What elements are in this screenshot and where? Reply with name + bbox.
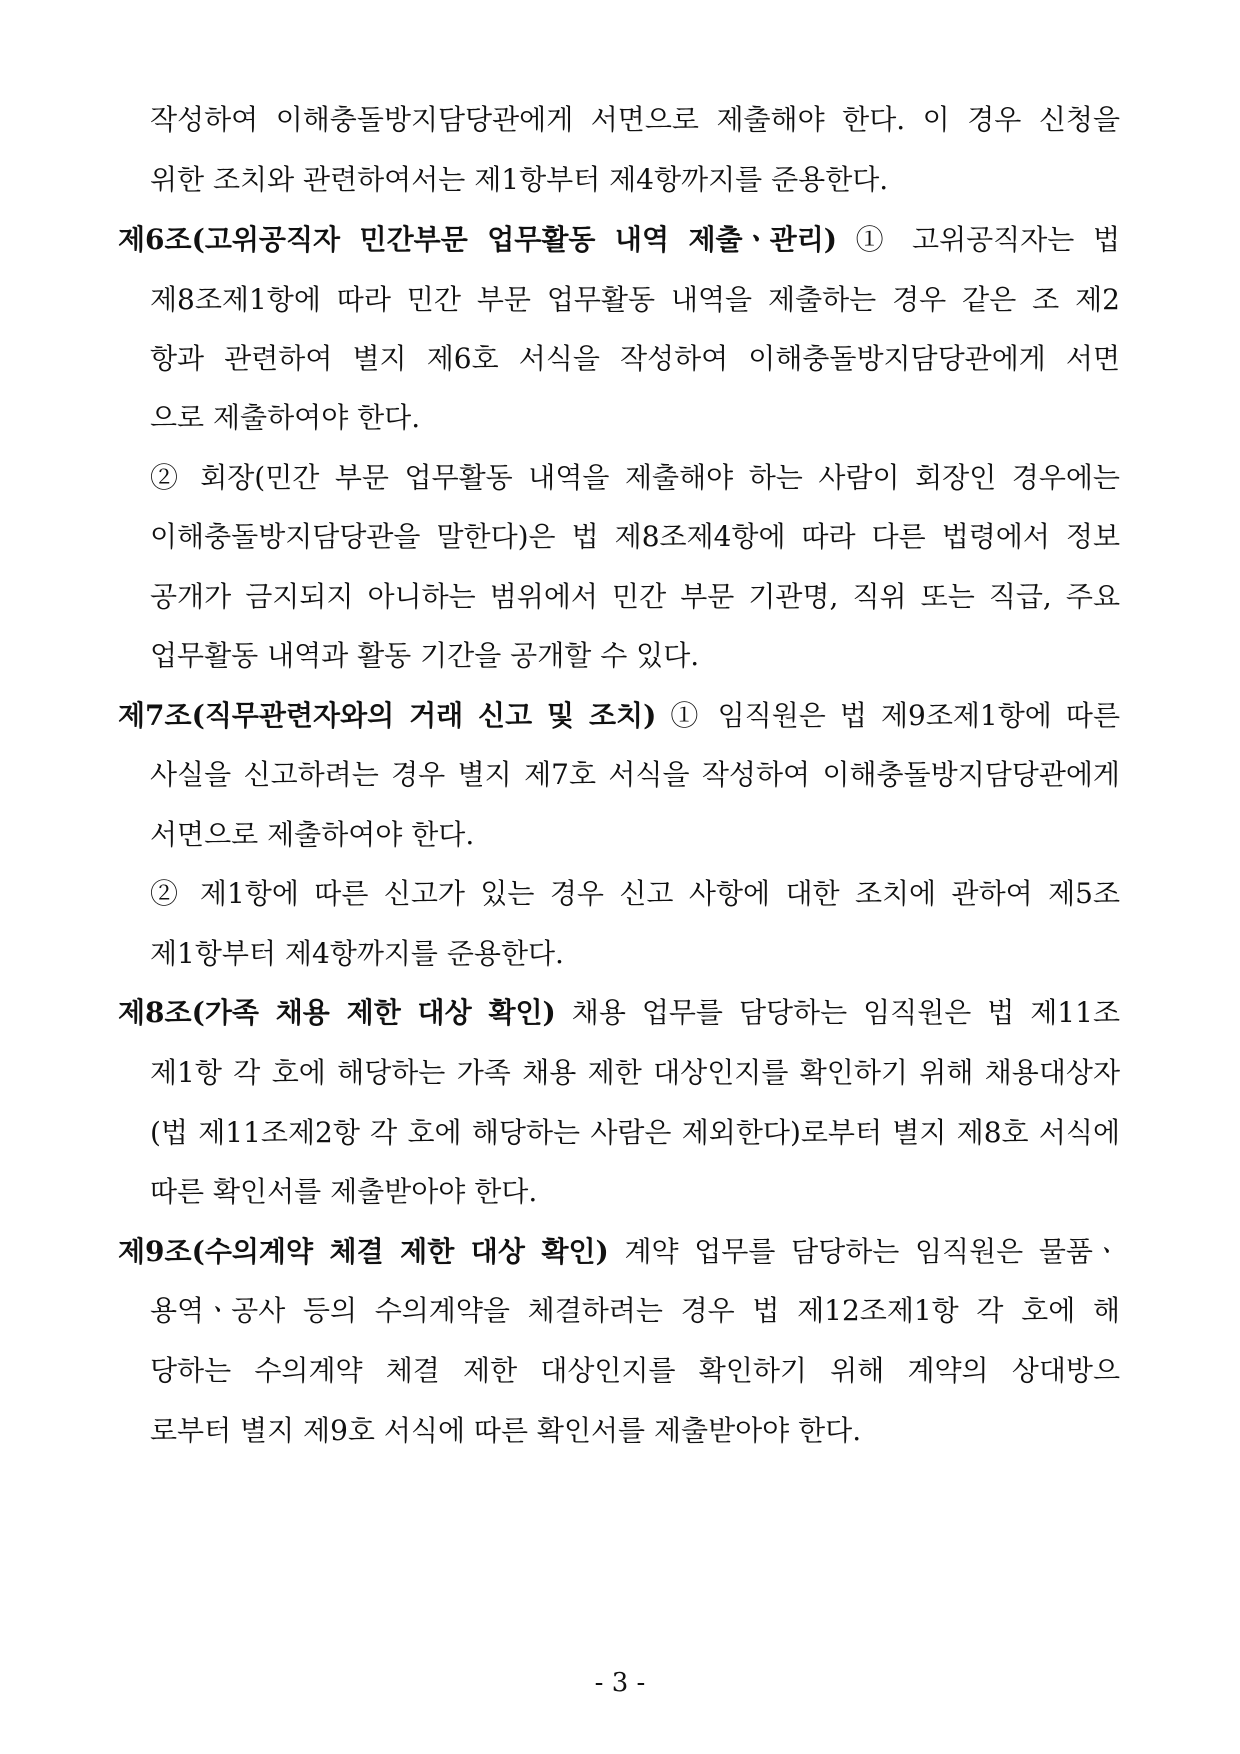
text-line: 제1항부터 제4항까지를 준용한다.: [150, 937, 564, 970]
text-line: 로부터 별지 제9호 서식에 따른 확인서를 제출받아야 한다.: [150, 1414, 862, 1447]
text-line: 제1항 각 호에 해당하는 가족 채용 제한 대상인지를 확인하기 위해 채용대상자: [150, 1056, 1120, 1089]
text-line: 당하는 수의계약 체결 제한 대상인지를 확인하기 위해 계약의 상대방으: [150, 1354, 1120, 1387]
text-line: 이해충돌방지담당관을 말한다)은 법 제8조제4항에 따라 다른 법령에서 정보: [150, 520, 1120, 553]
text-line: 사실을 신고하려는 경우 별지 제7호 서식을 작성하여 이해충돌방지담당관에게: [150, 758, 1120, 791]
article-6-heading: 제6조(고위공직자 민간부문 업무활동 내역 제출ㆍ관리) ① 고위공직자는 법: [118, 223, 1120, 256]
article-9-title: 제9조(수의계약 체결 제한 대상 확인): [118, 1235, 609, 1268]
text-line: 용역ㆍ공사 등의 수의계약을 체결하려는 경우 법 제12조제1항 각 호에 해: [150, 1294, 1120, 1327]
article-8-heading: 제8조(가족 채용 제한 대상 확인) 채용 업무를 담당하는 임직원은 법 제11조: [118, 996, 1120, 1029]
page-number: - 3 -: [594, 1668, 646, 1698]
text-line: 공개가 금지되지 아니하는 범위에서 민간 부문 기관명, 직위 또는 직급, 주요: [150, 580, 1120, 613]
text-line: 작성하여 이해충돌방지담당관에게 서면으로 제출해야 한다. 이 경우 신청을: [150, 103, 1120, 136]
text-line: 제8조제1항에 따라 민간 부문 업무활동 내역을 제출하는 경우 같은 조 제2: [150, 283, 1120, 316]
article-7-heading: 제7조(직무관련자와의 거래 신고 및 조치) ① 임직원은 법 제9조제1항에 따른: [118, 699, 1120, 732]
text-line: 으로 제출하여야 한다.: [150, 401, 421, 434]
text-line: 서면으로 제출하여야 한다.: [150, 818, 475, 851]
text-line: 업무활동 내역과 활동 기간을 공개할 수 있다.: [150, 639, 700, 672]
text-line: ② 회장(민간 부문 업무활동 내역을 제출해야 하는 사람이 회장인 경우에는: [150, 461, 1120, 494]
text-line: 따른 확인서를 제출받아야 한다.: [150, 1175, 538, 1208]
article-8-title: 제8조(가족 채용 제한 대상 확인): [118, 996, 556, 1029]
text-line: ② 제1항에 따른 신고가 있는 경우 신고 사항에 대한 조치에 관하여 제5조: [150, 877, 1120, 910]
text-line: 위한 조치와 관련하여서는 제1항부터 제4항까지를 준용한다.: [150, 163, 889, 196]
text-line: 항과 관련하여 별지 제6호 서식을 작성하여 이해충돌방지담당관에게 서면: [150, 342, 1120, 375]
article-9-heading: 제9조(수의계약 체결 제한 대상 확인) 계약 업무를 담당하는 임직원은 물품ㆍ: [118, 1235, 1120, 1268]
article-7-title: 제7조(직무관련자와의 거래 신고 및 조치): [118, 699, 657, 732]
text-line: (법 제11조제2항 각 호에 해당하는 사람은 제외한다)로부터 별지 제8호 서식에: [150, 1116, 1120, 1149]
article-6-title: 제6조(고위공직자 민간부문 업무활동 내역 제출ㆍ관리): [118, 223, 837, 256]
